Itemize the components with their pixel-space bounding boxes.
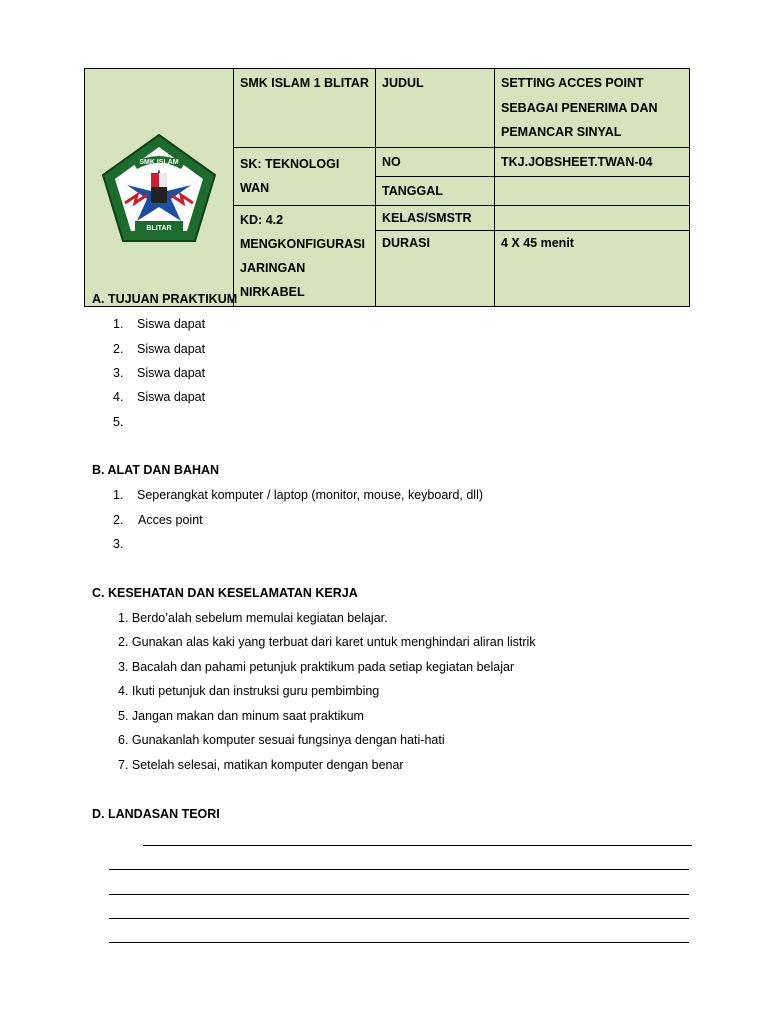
list-item: Siswa dapat	[137, 366, 206, 380]
kd-line: JARINGAN NIRKABEL	[240, 260, 306, 299]
logo-bottom-text: BLITAR	[146, 225, 172, 233]
list-item-number: 5.	[113, 415, 124, 429]
list-item: 4. Ikuti petunjuk dan instruksi guru pembimbing	[118, 684, 380, 698]
kelas-durasi-labels	[376, 205, 495, 306]
kelas-label: KELAS/SMSTR	[376, 206, 494, 231]
list-item-number: 2.	[113, 342, 124, 356]
list-item: 7. Setelah selesai, matikan komputer dengan benar	[118, 758, 404, 772]
writing-line	[109, 942, 689, 943]
judul-label: JUDUL	[376, 69, 495, 148]
judul-value	[495, 69, 690, 148]
tanggal-value	[495, 176, 690, 205]
list-item-number: 1.	[113, 317, 124, 331]
section-c-title: C. KESEHATAN DAN KESELAMATAN KERJA	[92, 586, 358, 600]
durasi-value: 4 X 45 menit	[501, 235, 574, 250]
list-item: 5. Jangan makan dan minum saat praktikum	[118, 709, 364, 723]
list-item: Siswa dapat	[137, 317, 206, 331]
judul-line: SETTING ACCES POINT	[501, 76, 644, 90]
no-label: NO	[376, 147, 495, 176]
school-name: SMK ISLAM 1 BLITAR	[234, 69, 376, 148]
list-item: 2. Gunakan alas kaki yang terbuat dari karet untuk menghindari aliran listrik	[118, 635, 536, 649]
no-value: TKJ.JOBSHEET.TWAN-04	[495, 147, 690, 176]
kd-line: MENGKONFIGURASI	[240, 236, 365, 251]
writing-line	[109, 869, 689, 870]
list-item-number: 2.	[113, 513, 124, 527]
list-item: Seperangkat komputer / laptop (monitor, mouse, keyboard, dll)	[137, 488, 484, 502]
writing-line	[143, 845, 692, 846]
judul-line: SEBAGAI PENERIMA DAN	[501, 100, 658, 115]
kelas-value	[495, 206, 689, 231]
list-item: Acces point	[138, 513, 203, 527]
section-a-title: A. TUJUAN PRAKTIKUM	[92, 292, 238, 306]
tanggal-label: TANGGAL	[376, 176, 495, 205]
school-logo-cell	[85, 69, 234, 307]
kd-label	[234, 205, 376, 306]
list-item: 3. Bacalah dan pahami petunjuk praktikum pada setiap kegiatan belajar	[118, 660, 515, 674]
list-item: 6. Gunakanlah komputer sesuai fungsinya dengan hati-hati	[118, 733, 445, 747]
judul-line: PEMANCAR SINYAL	[501, 125, 622, 139]
list-item-number: 3.	[113, 537, 124, 551]
kd-line: KD: 4.2	[240, 212, 284, 227]
list-item-number: 4.	[113, 390, 124, 404]
list-item: Siswa dapat	[137, 390, 206, 404]
list-item: 1. Berdo’alah sebelum memulai kegiatan belajar.	[118, 611, 388, 625]
section-b-title: B. ALAT DAN BAHAN	[92, 463, 220, 477]
list-item-number: 1.	[113, 488, 124, 502]
durasi-label: DURASI	[382, 235, 430, 250]
logo-top-text: SMK ISLAM	[139, 159, 179, 167]
section-d-title: D. LANDASAN TEORI	[92, 807, 220, 821]
school-logo-icon	[97, 129, 221, 253]
kelas-durasi-values	[495, 205, 690, 306]
writing-line	[109, 894, 689, 895]
list-item-number: 3.	[113, 366, 124, 380]
header-table	[84, 68, 690, 307]
list-item: Siswa dapat	[137, 342, 206, 356]
writing-line	[109, 918, 689, 919]
sk-label: SK: TEKNOLOGI WAN	[234, 147, 376, 205]
